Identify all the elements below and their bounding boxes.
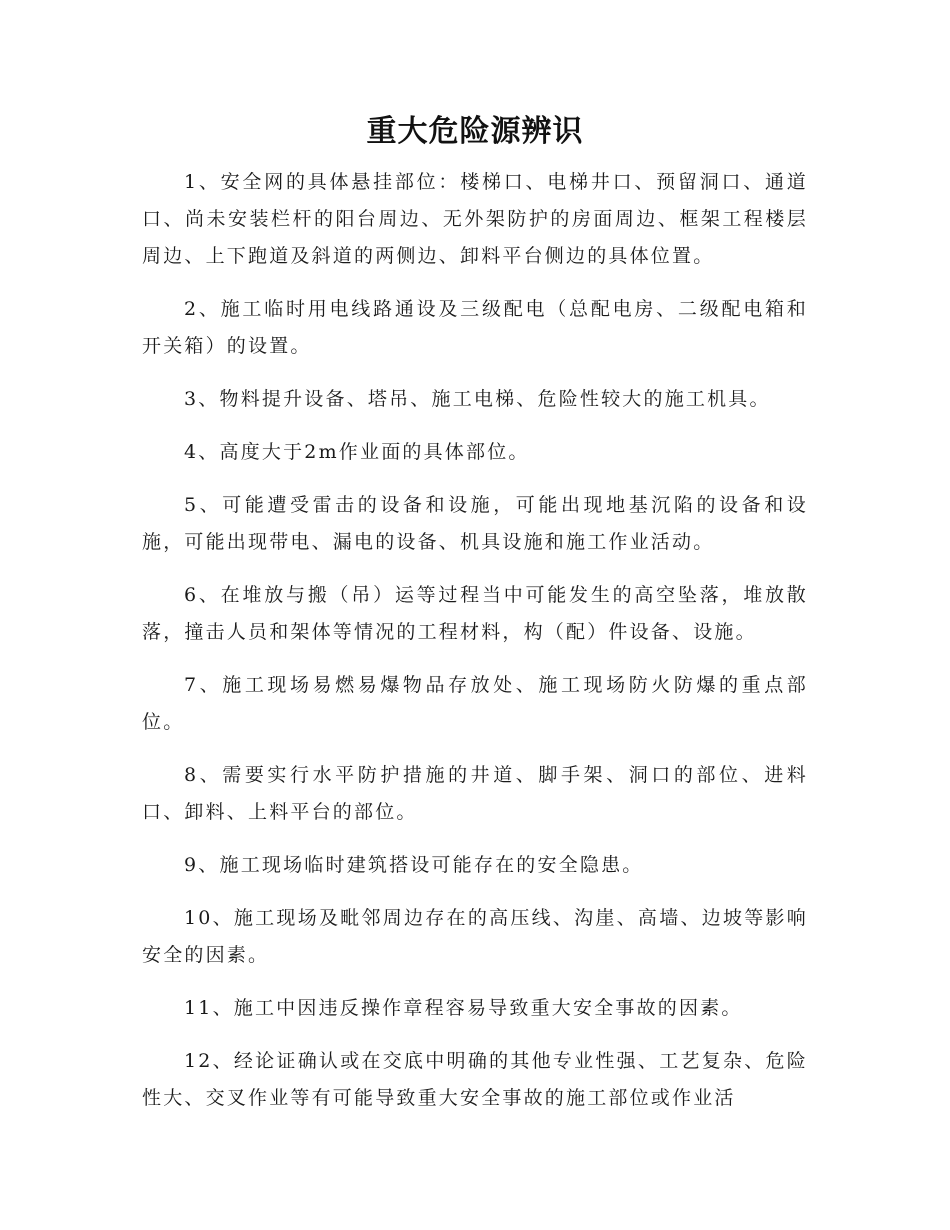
paragraph-10: 10、施工现场及毗邻周边存在的高压线、沟崖、高墙、边坡等影响安全的因素。 <box>142 907 808 966</box>
paragraph-12: 12、经论证确认或在交底中明确的其他专业性强、工艺复杂、危险性大、交叉作业等有可能导致重大安全事故的施工部位或作业活 <box>142 1050 808 1109</box>
document-body <box>142 164 808 1133</box>
paragraph-2: 2、施工临时用电线路通设及三级配电（总配电房、二级配电箱和开关箱）的设置。 <box>142 298 808 357</box>
paragraph-3: 3、物料提升设备、塔吊、施工电梯、危险性较大的施工机具。 <box>184 388 771 410</box>
paragraph-7: 7、施工现场易燃易爆物品存放处、施工现场防火防爆的重点部位。 <box>142 674 808 733</box>
paragraph-9: 9、施工现场临时建筑搭设可能存在的安全隐患。 <box>184 854 644 876</box>
document-title: 重大危险源辨识 <box>366 114 584 149</box>
paragraph-1: 1、安全网的具体悬挂部位：楼梯口、电梯井口、预留洞口、通道口、尚未安装栏杆的阳台周边、无外架防护的房面周边、框架工程楼层周边、上下跑道及斜道的两侧边、卸料平台侧边的具体位置。 <box>142 171 808 267</box>
paragraph-8: 8、需要实行水平防护措施的井道、脚手架、洞口的部位、进料口、卸料、上料平台的部位。 <box>142 764 808 823</box>
paragraph-6: 6、在堆放与搬（吊）运等过程当中可能发生的高空坠落，堆放散落，撞击人员和架体等情况的工程材料，构（配）件设备、设施。 <box>142 584 808 643</box>
paragraph-11: 11、施工中因违反操作章程容易导致重大安全事故的因素。 <box>184 997 743 1019</box>
paragraph-5: 5、可能遭受雷击的设备和设施，可能出现地基沉陷的设备和设施，可能出现带电、漏电的设备、机具设施和施工作业活动。 <box>142 494 808 553</box>
paragraph-4: 4、高度大于2m作业面的具体部位。 <box>184 441 530 463</box>
